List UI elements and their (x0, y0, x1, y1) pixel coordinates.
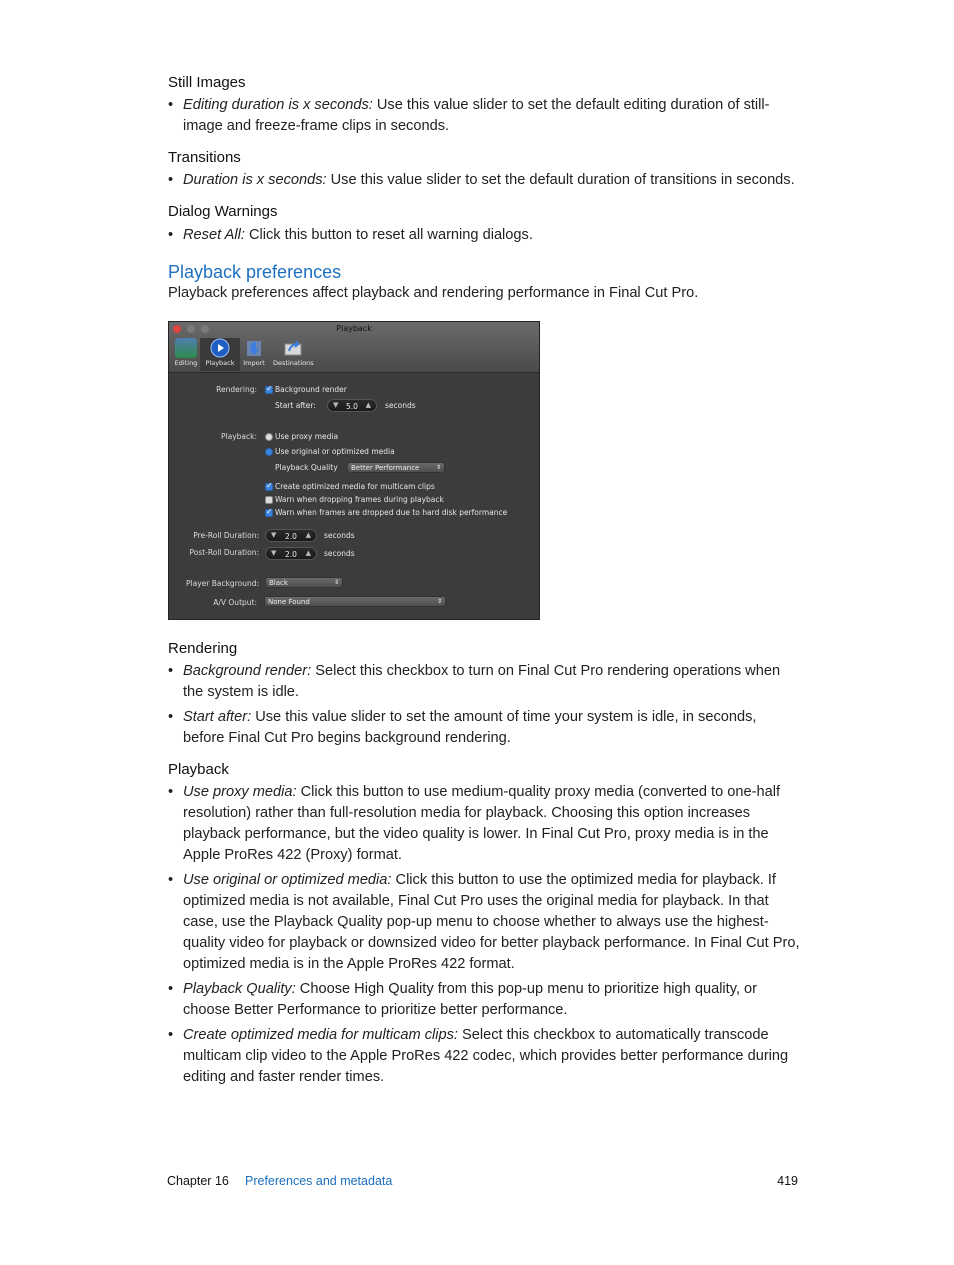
footer-chapter-link[interactable]: Preferences and metadata (245, 1174, 393, 1188)
list-item: • Background render: Select this checkbox to turn on Final Cut Pro rendering operations when the system is idle. (168, 663, 781, 700)
background-render-checkbox[interactable] (265, 386, 273, 394)
background-render-label: Background render (275, 385, 347, 394)
window-titlebar (169, 322, 539, 373)
preroll-seconds-label: seconds (324, 531, 355, 540)
playback-quality-popup[interactable]: Better Performance ⇕ (347, 462, 445, 473)
player-background-popup[interactable]: Black ⇕ (265, 577, 343, 588)
start-after-slider[interactable]: ▼ 5.0 ▲ (327, 399, 377, 412)
player-background-label: Player Background: (186, 579, 259, 588)
preroll-slider[interactable]: ▼ 2.0 ▲ (265, 529, 317, 542)
dialog-warnings-heading: Dialog Warnings (168, 203, 278, 220)
share-icon (282, 338, 304, 358)
warn-dropping-label: Warn when dropping frames during playback (275, 495, 444, 504)
popup-arrows-icon: ⇕ (436, 598, 442, 605)
playback-preferences-window (168, 321, 540, 620)
tab-playback[interactable]: Playback (200, 338, 240, 371)
tab-editing[interactable]: Editing (166, 338, 206, 367)
start-after-label: Start after: (275, 401, 316, 410)
av-output-label: A/V Output: (213, 598, 257, 607)
av-output-popup[interactable]: None Found ⇕ (264, 596, 446, 607)
postroll-slider[interactable]: ▼ 2.0 ▲ (265, 547, 317, 560)
playback-quality-label: Playback Quality (275, 463, 338, 472)
list-item: • Use proxy media: Click this button to use medium-quality proxy media (converted to one-half resolution) rather than full-resolution media for playback. Choosing this option increases playback performance, but the video quality is lower. In Final Cut Pro, proxy media is in the Apple ProRes 422 (Proxy) format. (168, 784, 781, 863)
playback-intro: Playback preferences affect playback and rendering performance in Final Cut Pro. (168, 285, 699, 301)
postroll-label: Post-Roll Duration: (189, 548, 259, 557)
footer-chapter: Chapter 16 (167, 1174, 229, 1188)
list-item: • Start after: Use this value slider to set the amount of time your system is idle, in seconds, before Final Cut Pro begins background rendering. (168, 709, 757, 746)
popup-arrows-icon: ⇕ (333, 579, 339, 586)
rendering-heading: Rendering (168, 640, 238, 657)
create-optimized-checkbox[interactable] (265, 483, 273, 491)
list-item: • Create optimized media for multicam clips: Select this checkbox to automatically transcode multicam clip video to the Apple ProRes 422 codec, which provides better performance during editing and faster render times. (168, 1027, 789, 1085)
use-proxy-radio[interactable] (265, 433, 273, 441)
playback-preferences-heading: Playback preferences (168, 262, 342, 282)
list-item: • Use original or optimized media: Click this button to use the optimized media for playback. If optimized media is not available, Final Cut Pro uses the original media for playback. In that case, use the Playback Quality pop-up menu to choose whether to always use the highest-quality video for playback or downsized video for better playback performance. In Final Cut Pro, optimized media is in the Apple ProRes 422 format. (168, 872, 800, 972)
list-item: • Reset All: Click this button to reset all warning dialogs. (168, 227, 533, 243)
playback-label: Playback: (221, 432, 257, 441)
warn-dropping-checkbox[interactable] (265, 496, 273, 504)
list-item: • Editing duration is x seconds: Use this value slider to set the default editing duration of still-image and freeze-frame clips in seconds. (168, 97, 770, 134)
seconds-label: seconds (385, 401, 416, 410)
postroll-seconds-label: seconds (324, 549, 355, 558)
tab-import[interactable]: Import (234, 338, 274, 367)
editing-icon (175, 338, 197, 358)
use-original-radio[interactable] (265, 448, 273, 456)
transitions-heading: Transitions (168, 149, 241, 166)
use-proxy-label: Use proxy media (275, 432, 339, 441)
playback-heading: Playback (168, 761, 229, 778)
still-images-heading: Still Images (168, 74, 246, 91)
warn-hard-disk-label: Warn when frames are dropped due to hard disk performance (275, 508, 508, 517)
rendering-label: Rendering: (216, 385, 257, 394)
create-optimized-label: Create optimized media for multicam clips (275, 482, 435, 491)
play-icon (209, 338, 231, 358)
list-item: • Duration is x seconds: Use this value slider to set the default duration of transitions in seconds. (168, 172, 795, 188)
window-title: Playback (336, 324, 372, 333)
list-item: • Playback Quality: Choose High Quality from this pop-up menu to prioritize high quality, or choose Better Performance to prioritize better performance. (168, 981, 758, 1018)
use-original-label: Use original or optimized media (275, 447, 395, 456)
preroll-label: Pre-Roll Duration: (193, 531, 259, 540)
import-icon (243, 338, 265, 358)
warn-hard-disk-checkbox[interactable] (265, 509, 273, 517)
tab-destinations[interactable]: Destinations (273, 338, 313, 367)
popup-arrows-icon: ⇕ (435, 464, 441, 471)
page-number: 419 (777, 1174, 798, 1188)
